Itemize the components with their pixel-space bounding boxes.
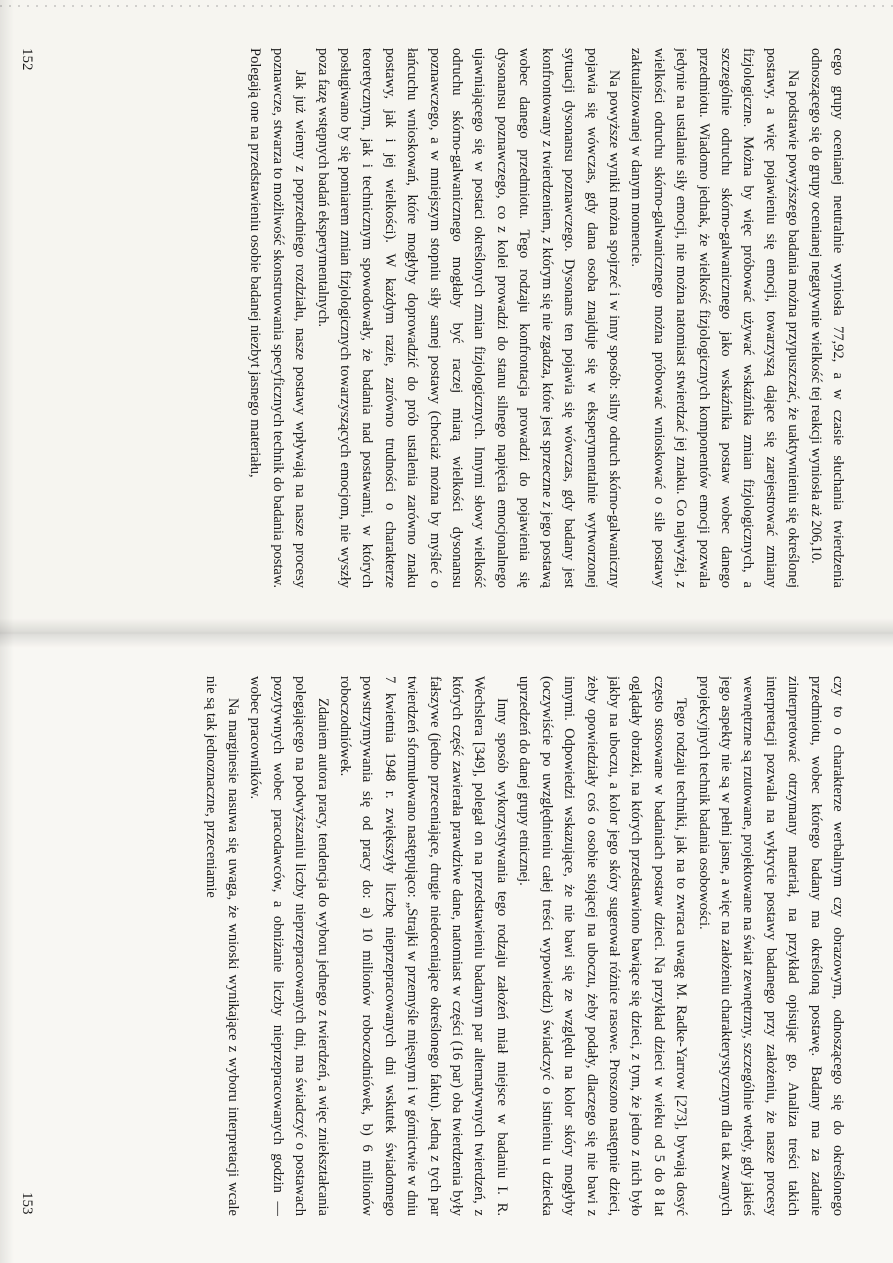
book-gutter (0, 618, 893, 648)
paragraph: Zdaniem autora pracy, tendencja do wyboru jednego z twierdzeń, a więc zniekształcania polegającego na podwyższaniu liczby nieprzepracowanych dni, ma świadczyć o postawach pozytywnych wobec pracodawców, a obniżanie liczby nieprzepracowanych godzin — wobec pracowników. (247, 676, 331, 1216)
page-edge-marks (0, 5, 893, 7)
paragraph: Tego rodzaju techniki, jak na to zwraca uwagę M. Radke-Yarrow [273], bywają dosyć często stosowane w badaniach postaw dzieci. Na przykład dzieci w wieku od 5 do 8 lat oglądały obrazki, na których przedstawiono bawiące się dzieci, z tym, że jedno z nich było jakby na uboczu, a kolor jego skóry sugerował różnice rasowe. Proszono następnie dzieci, żeby opowiedziały coś o osobie stojącej na uboczu, żeby podały, dlaczego się nie bawi z innymi. Odpowiedzi wskazujące, że nie bawi się ze względu na kolor skóry mogłyby (oczywiście po uwzględnieniu całej treści wypowiedzi) świadczyć o istnieniu u dziecka uprzedzeń do danej grupy etnicznej. (516, 676, 690, 1216)
paragraph: Na marginesie nasuwa się uwaga, że wnioski wynikające z wyboru interpretacji wcale nie są tak jednoznaczne, przeceniamie (202, 676, 242, 1216)
paragraph: cego grupy ocenianej neutralnie wyniosła 77,92, a w czasie słuchania twierdzenia odnoszącego się do grupy ocenianej negatywnie wielkość tej reakcji wyniosła aż 206,10. (807, 48, 846, 588)
paragraph: Jak już wiemy z poprzedniego rozdziału, nasze postawy wpływają na nasze procesy poznawcze, stwarza to możliwość skonstruowania specyficznych technik do badania postaw. Polegają one na przedstawieniu osobie badanej niezbyt jasnego materiału, (247, 48, 309, 588)
page-number-right: 153 (19, 1192, 35, 1215)
page-bottom-shadow (0, 0, 14, 1263)
right-page (0, 632, 893, 1263)
paragraph: Na powyższe wyniki można spojrzeć i w inny sposób: silny odruch skórno-galwaniczny pojawia się wówczas, gdy dana osoba znajduje się w eksperymentalnie wytworzonej sytuacji dysonansu poznawczego. Dysonans ten pojawia się wówczas, gdy badany jest konfrontowany z twierdzeniem, z którym się nie zgadza, które jest sprzeczne z jego postawą wobec danego przedmiotu. Tego rodzaju konfrontacja prowadzi do pojawienia się dysonansu poznawczego, co z kolei prowadzi do stanu silnego napięcia emocjonalnego ujawniającego się w postaci określonych zmian fizjologicznych. Innymi słowy wielkość odruchu skórno-galwanicznego mogłaby być raczej miarą wielkości dysonansu poznawczego, a w mniejszym stopniu siły samej postawy (chociaż można by myśleć o łańcuchu wnioskowań, które mogłyby doprowadzić do prób ustalenia zarówno znaku postawy, jak i jej wielkości). W każdym razie, zarówno trudności o charakterze teoretycznym, jak i technicznym spowodowały, że badania nad postawami, w których posługiwano by się pomiarem zmian fizjologicznych towarzyszących emocjom, nie wyszły poza fazę wstępnych badań eksperymentalnych. (314, 48, 622, 588)
right-page-text (59, 676, 849, 1216)
paragraph: Na podstawie powyższego badania można przypuszczać, że uaktywnieniu się określonej postawy, a więc pojawieniu się emocji, towarzyszą dające się zarejestrować zmiany fizjologiczne. Można by więc próbować używać wskaźnika zmian fizjologicznych, a szczególnie odruchu skórno-galwanicznego jako wskaźnika postaw wobec danego przedmiotu. Wiadomo jednak, że wielkość fizjologicznych komponentów emocji pozwala jedynie na ustalanie siły emocji, nie można natomiast stwierdzać jej znaku. Co najwyżej, z wielkości odruchu skórno-galwanicznego można próbować wnioskować o sile postawy zaktualizowanej w danym momencie. (628, 48, 802, 588)
page-number-left: 152 (19, 48, 35, 71)
paragraph: czy to o charakterze werbalnym czy obrazowym, odnoszącego się do określonego przedmiotu, wobec którego badany ma określoną postawę. Badany ma za zadanie zinterpretować otrzymany materiał, na przykład opisując go. Analiza treści takich interpretacji pozwala na wykrycie postawy badanego przy założeniu, że nasze procesy wewnętrzne są rzutowane, projektowane na świat zewnętrzny, szczególnie wtedy, gdy jakieś jego aspekty nie są w pełni jasne, a więc na założeniu charakterystycznym dla tak zwanych projekcyjnych technik badania osobowości. (695, 676, 846, 1216)
left-page-text (59, 48, 849, 588)
paragraph: Inny sposób wykorzystywania tego rodzaju założeń miał miejsce w badaniu I. R. Wechslera [349], polegał on na przedstawieniu badanym par alternatywnych twierdzeń, z których część zawierała prawdziwe dane, natomiast w części (16 par) oba twierdzenia były fałszywe (jedno przeceniające, drugie niedoceniające określonego faktu). Jedną z tych par twierdzeń sformułowano następująco: „Strajki w przemyśle mięsnym i w górnictwie w dniu 7 kwietnia 1948 r. zwiększyły liczbę nieprzepracowanych dni wskutek świadomego powstrzymywania się od pracy do: a) 10 milionów roboczodniówek, b) 6 milionów roboczodniówek. (337, 676, 510, 1216)
